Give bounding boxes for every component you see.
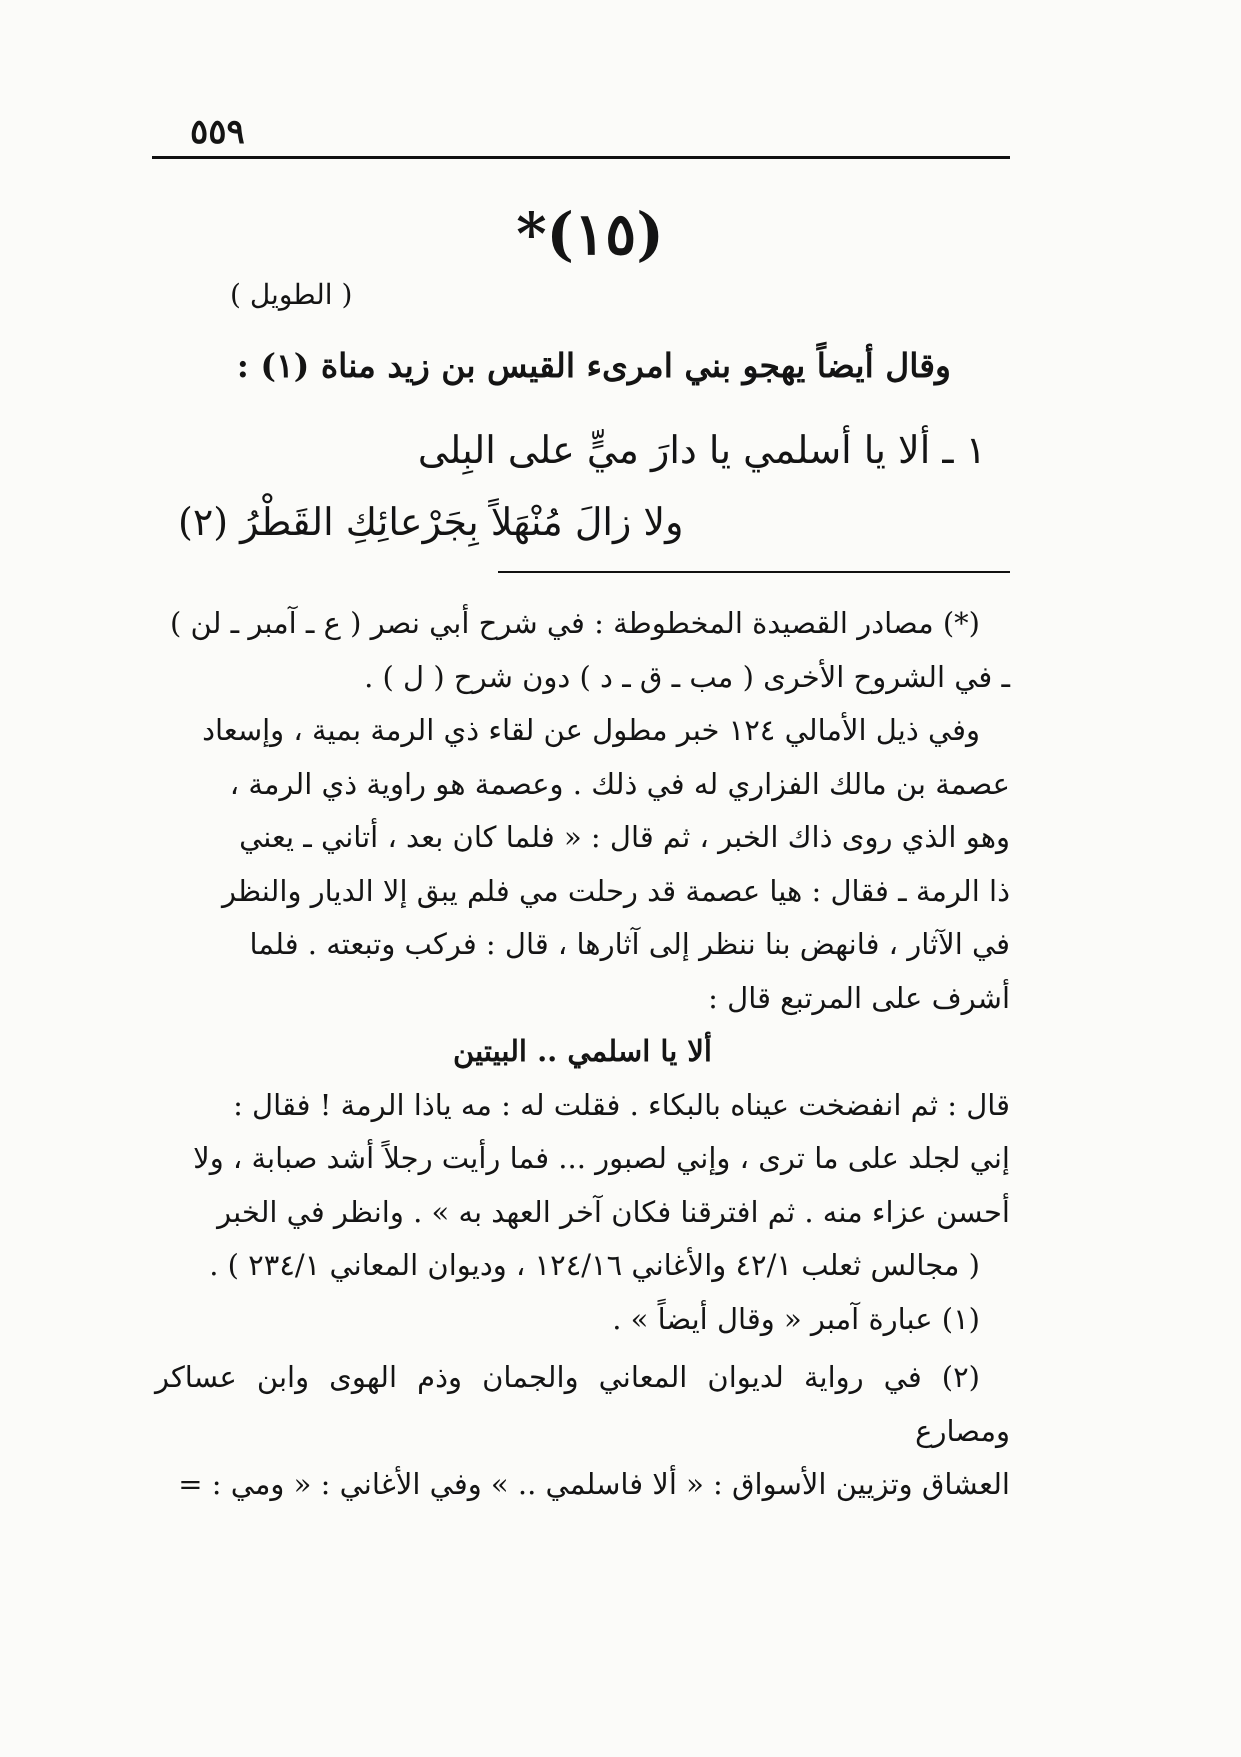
story-line: وهو الذي روى ذاك الخبر ، ثم قال : « فلما كان بعد ، أتاني ـ يعني xyxy=(239,820,1010,854)
story-line: ذا الرمة ـ فقال : هيا عصمة قد رحلت مي فلم يبق إلا الديار والنظر xyxy=(222,873,1010,908)
story-line: قال : ثم انفضخت عيناه بالبكاء . فقلت له : مه ياذا الرمة ! فقال : xyxy=(233,1087,1010,1122)
footnote-2-line: (٢) في رواية لديوان المعاني والجمان وذم الهوى وابن عساكر ومصارع xyxy=(155,1360,1010,1448)
sources-line: ـ في الشروح الأخرى ( مب ـ ق ـ د ) دون شرح ( ل ) . xyxy=(364,659,1010,694)
footnote-2-line: العشاق وتزيين الأسواق : « ألا فاسلمي .. » وفي الأغاني : « ومي : = xyxy=(178,1467,1010,1501)
footnote-1: (١) عبارة آمبر « وقال أيضاً » . xyxy=(612,1301,980,1336)
sources-line: (*) مصادر القصيدة المخطوطة : في شرح أبي نصر ( ع ـ آمبر ـ لن ) xyxy=(169,606,980,640)
footnote-rule xyxy=(498,571,1010,573)
notes-section xyxy=(155,597,1010,1512)
header-rule xyxy=(152,156,1010,159)
verse-second-hemistich: ولا زالَ مُنْهَلاً بِجَرْعائِكِ القَطْرُ (٢) xyxy=(178,500,684,544)
story-line: إني لجلد على ما ترى ، وإني لصبور ... فما رأيت رجلاً أشد صبابة ، ولا xyxy=(193,1141,1010,1175)
poem-number: (١٥)* xyxy=(516,200,664,268)
quoted-verse: ألا يا اسلمي .. البيتين xyxy=(453,1034,712,1068)
page-number: ٥٥٩ xyxy=(190,112,245,152)
poem-intro: وقال أيضاً يهجو بني امرىء القيس بن زيد مناة (١) : xyxy=(236,346,951,385)
story-line: أحسن عزاء منه . ثم افترقنا فكان آخر العهد به » . وانظر في الخبر xyxy=(217,1194,1010,1229)
poem-meter: ( الطويل ) xyxy=(230,278,353,311)
story-line: وفي ذيل الأمالي ١٢٤ خبر مطول عن لقاء ذي الرمة بمية ، وإسعاد xyxy=(202,713,980,747)
verse-first-hemistich: ١ ـ ألا يا أسلمي يا دارَ ميٍّ على البِلى xyxy=(417,428,986,472)
reference-line: ( مجالس ثعلب ٤٢/١ والأغاني ١٢٤/١٦ ، وديوان المعاني ٢٣٤/١ ) . xyxy=(209,1248,980,1282)
story-line: أشرف على المرتبع قال : xyxy=(708,980,1010,1015)
story-line: عصمة بن مالك الفزاري له في ذلك . وعصمة هو راوية ذي الرمة ، xyxy=(229,766,1010,801)
story-line: في الآثار ، فانهض بنا ننظر إلى آثارها ، قال : فركب وتبعته . فلما xyxy=(249,927,1010,961)
